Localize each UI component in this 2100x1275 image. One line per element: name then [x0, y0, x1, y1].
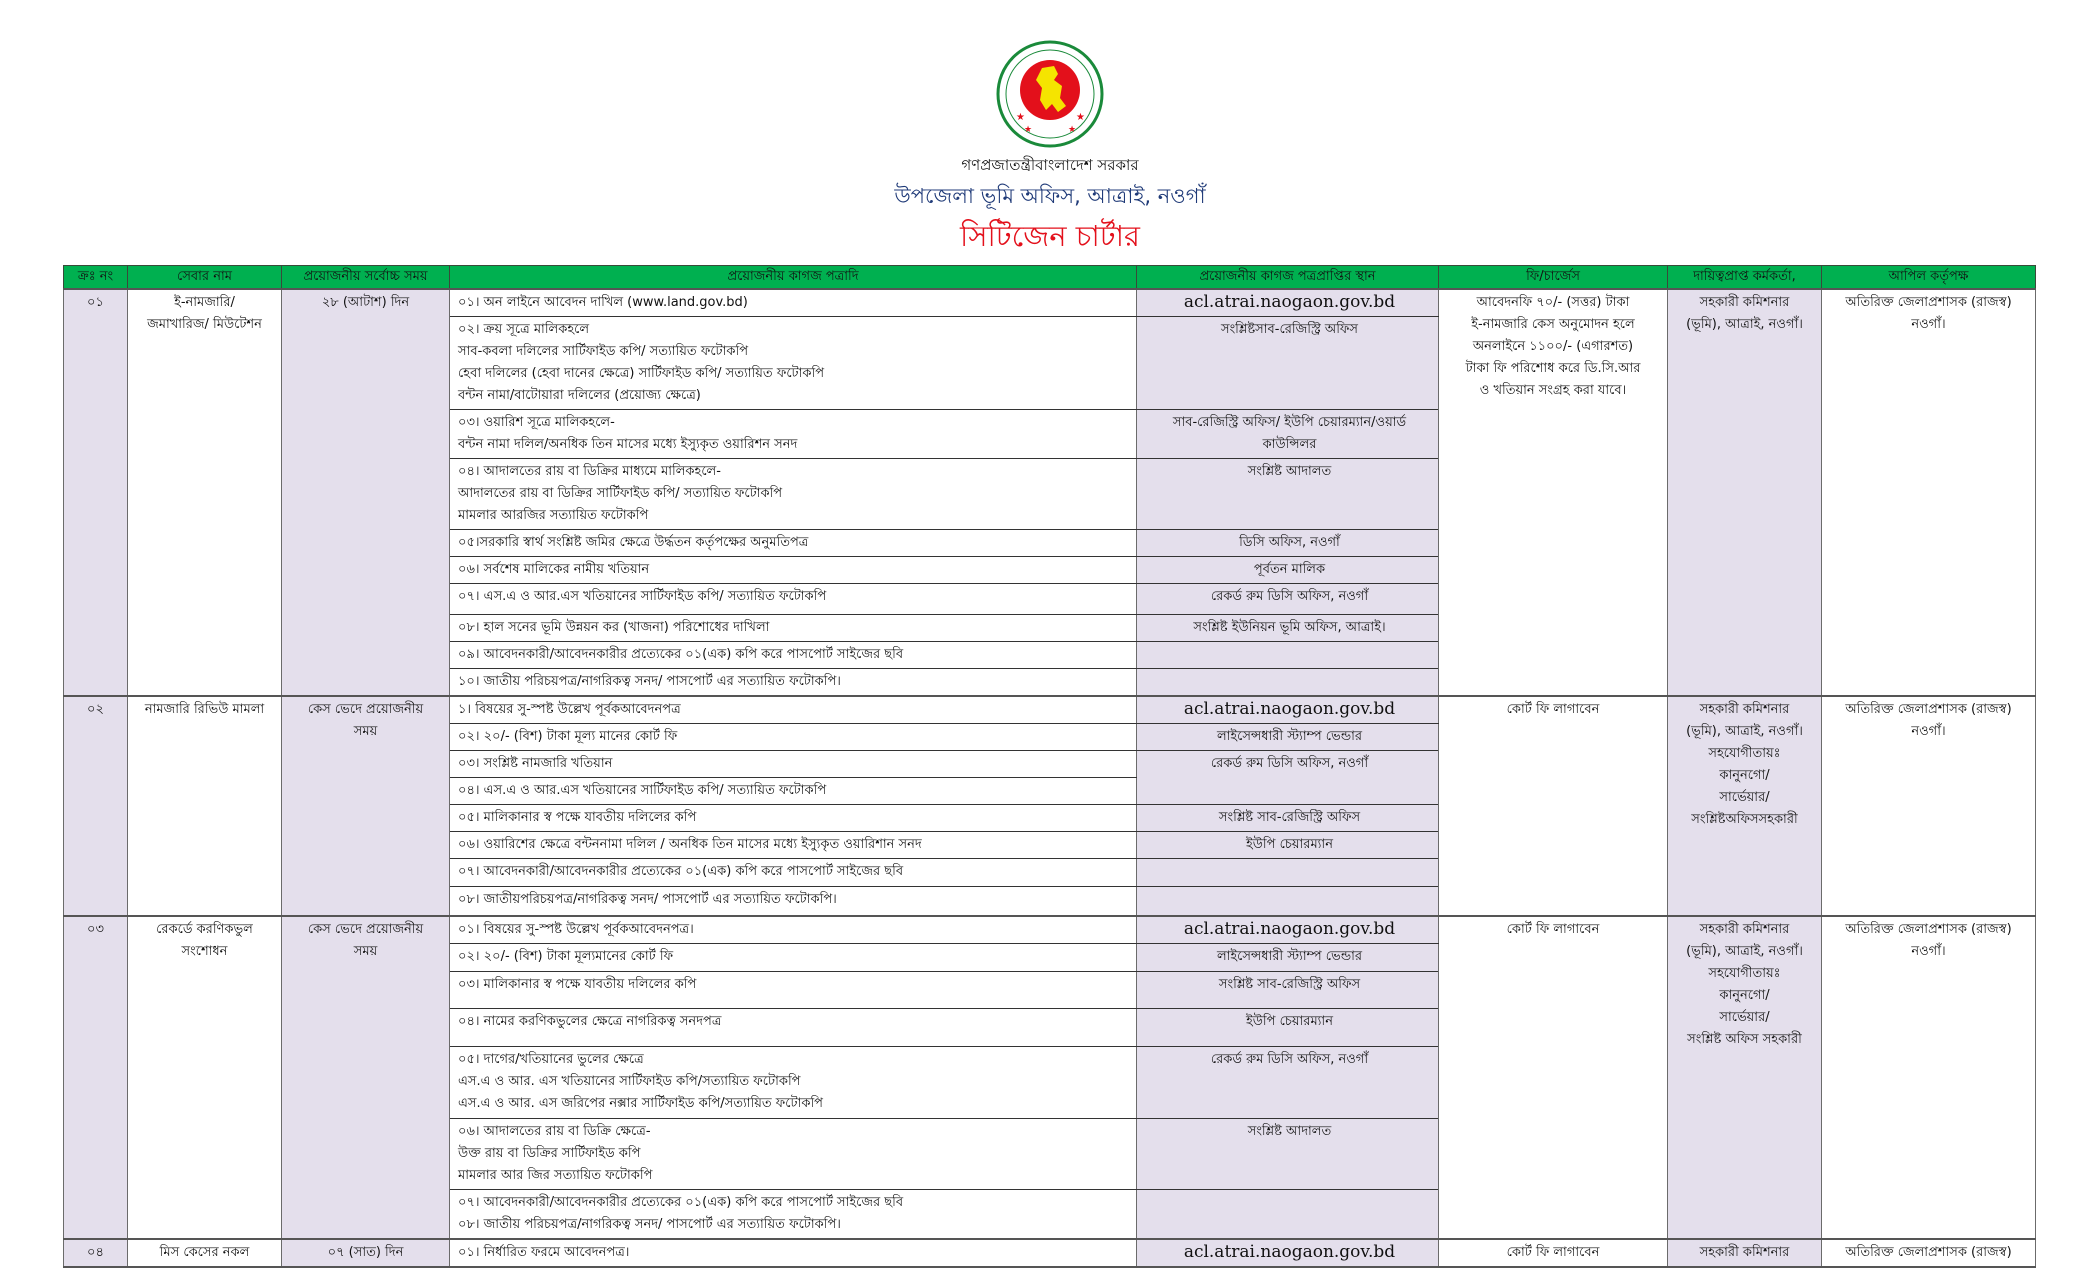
- required-document: ০৩। মালিকানার স্ব পক্ষে যাবতীয় দলিলের কপি: [450, 971, 1137, 1008]
- svg-text:★: ★: [1024, 125, 1033, 135]
- required-document: ০৪। এস.এ ও আর.এস খতিয়ানের সার্টিফাইড কপি/ সত্যায়িত ফটোকপি: [450, 778, 1137, 805]
- document-source-place: acl.atrai.naogaon.gov.bd: [1137, 1239, 1439, 1267]
- required-document: ০৮। জাতীয়পরিচয়পত্র/নাগরিকত্ব সনদ/ পাসপোর্ট এর সত্যায়িত ফটোকপি।: [450, 887, 1137, 916]
- document-source-place: [1137, 642, 1439, 669]
- required-document: ০৮। হাল সনের ভূমি উন্নয়ন কর (খাজনা) পরিশোধের দাখিলা: [450, 615, 1137, 642]
- document-source-place: লাইসেন্সধারী স্ট্যাম্প ভেন্ডার: [1137, 943, 1439, 971]
- service-fee: কোর্ট ফি লাগাবেন: [1439, 696, 1668, 916]
- service-serial-number: ০৪: [64, 1239, 128, 1267]
- required-document: ০৫। দাগের/খতিয়ানের ভুলের ক্ষেত্রে এস.এ ও আর. এস খতিয়ানের সার্টিফাইড কপি/সত্যায়িত ফটোকপি এস.এ ও আর. এস জরিপের নক্সার সার্টিফাইড কপি/সত্যায়িত ফটোকপি: [450, 1046, 1137, 1118]
- service-name: মিস কেসের নকল: [128, 1239, 282, 1267]
- document-source-place: [1137, 669, 1439, 697]
- document-source-place: [1137, 1189, 1439, 1239]
- responsible-officer: সহকারী কমিশনার (ভূমি), আত্রাই, নওগাঁ। সহযোগীতায়ঃ কানুনগো/ সার্ভেয়ার/ সংশ্লিষ্টঅফিসসহকারী: [1668, 696, 1822, 916]
- column-header-document-source: প্রয়োজনীয় কাগজ পত্রপ্রাপ্তির স্থান: [1137, 266, 1439, 290]
- citizen-charter-table: [63, 265, 2036, 1268]
- document-source-place: পূর্বতন মালিক: [1137, 557, 1439, 584]
- table-header-row: [64, 266, 2036, 290]
- government-seal-logo: [996, 40, 1104, 148]
- government-name: গণপ্রজাতন্ত্রীবাংলাদেশ সরকার: [961, 156, 1139, 174]
- service-fee: কোর্ট ফি লাগাবেন: [1439, 1239, 1668, 1267]
- required-document: ০২। ক্রয় সূত্রে মালিকহলে সাব-কবলা দলিলের সার্টিফাইড কপি/ সত্যায়িত ফটোকপি হেবা দলিলের (হেবা দানের ক্ষেত্রে) সার্টিফাইড কপি/ সত্যায়িত ফটোকপি বন্টন নামা/বাটোয়ারা দলিলের (প্রয়োজ্য ক্ষেত্রে): [450, 317, 1137, 410]
- service-serial-number: ০১: [64, 289, 128, 696]
- column-header-serial: ক্রঃ নং: [64, 266, 128, 290]
- column-header-fees: ফি/চার্জেস: [1439, 266, 1668, 290]
- document-source-place: acl.atrai.naogaon.gov.bd: [1137, 289, 1439, 317]
- column-header-service-name: সেবার নাম: [128, 266, 282, 290]
- required-document: ০৬। সর্বশেষ মালিকের নামীয় খতিয়ান: [450, 557, 1137, 584]
- required-document: ০৯। আবেদনকারী/আবেদনকারীর প্রত্যেকের ০১(এক) কপি করে পাসপোর্ট সাইজের ছবি: [450, 642, 1137, 669]
- service-fee: আবেদনফি ৭০/- (সত্তর) টাকা ই-নামজারি কেস অনুমোদন হলে অনলাইনে ১১০০/- (এগারশত) টাকা ফি পরিশোধ করে ডি.সি.আর ও খতিয়ান সংগ্রহ করা যাবে।: [1439, 289, 1668, 696]
- table-row: [64, 289, 2036, 317]
- required-document: ০৫। মালিকানার স্ব পক্ষে যাবতীয় দলিলের কপি: [450, 805, 1137, 832]
- appeal-authority: অতিরিক্ত জেলাপ্রশাসক (রাজস্ব) নওগাঁ।: [1822, 696, 2036, 916]
- required-document: ১০। জাতীয় পরিচয়পত্র/নাগরিকত্ব সনদ/ পাসপোর্ট এর সত্যায়িত ফটোকপি।: [450, 669, 1137, 697]
- required-document: ০৭। এস.এ ও আর.এস খতিয়ানের সার্টিফাইড কপি/ সত্যায়িত ফটোকপি: [450, 584, 1137, 615]
- table-row: [64, 696, 2036, 724]
- required-document: ০৫।সরকারি স্বার্থ সংশ্লিষ্ট জমির ক্ষেত্রে উর্দ্ধতন কর্তৃপক্ষের অনুমতিপত্র: [450, 530, 1137, 557]
- responsible-officer: সহকারী কমিশনার (ভূমি), আত্রাই, নওগাঁ। সহযোগীতায়ঃ কানুনগো/ সার্ভেয়ার/ সংশ্লিষ্ট অফিস সহকারী: [1668, 916, 1822, 1239]
- document-source-place: ডিসি অফিস, নওগাঁ: [1137, 530, 1439, 557]
- required-document: ০১। অন লাইনে আবেদন দাখিল (www.land.gov.bd): [450, 289, 1137, 317]
- document-source-place: সংশ্লিষ্ট আদালত: [1137, 1118, 1439, 1189]
- office-name: উপজেলা ভূমি অফিস, আত্রাই, নওগাঁ: [894, 184, 1206, 208]
- required-document: ০৭। আবেদনকারী/আবেদনকারীর প্রত্যেকের ০১(এক) কপি করে পাসপোর্ট সাইজের ছবি ০৮। জাতীয় পরিচয়পত্র/নাগরিকত্ব সনদ/ পাসপোর্ট এর সত্যায়িত ফটোকপি।: [450, 1189, 1137, 1239]
- svg-text:★: ★: [1076, 112, 1085, 123]
- required-document: ০৩। ওয়ারিশ সূত্রে মালিকহলে- বন্টন নামা দলিল/অনধিক তিন মাসের মধ্যে ইস্যুকৃত ওয়ারিশন সনদ: [450, 410, 1137, 459]
- service-name: ই-নামজারি/ জমাখারিজ/ মিউটেশন: [128, 289, 282, 696]
- service-max-time: কেস ভেদে প্রয়োজনীয় সময়: [282, 696, 450, 916]
- service-fee: কোর্ট ফি লাগাবেন: [1439, 916, 1668, 1239]
- appeal-authority: অতিরিক্ত জেলাপ্রশাসক (রাজস্ব) নওগাঁ।: [1822, 289, 2036, 696]
- required-document: ০৪। আদালতের রায় বা ডিক্রির মাধ্যমে মালিকহলে- আদালতের রায় বা ডিক্রির সার্টিফাইড কপি/ সত্যায়িত ফটোকপি মামলার আরজির সত্যায়িত ফটোকপি: [450, 459, 1137, 530]
- column-header-responsible-officer: দায়িত্বপ্রাপ্ত কর্মকর্তা,: [1668, 266, 1822, 290]
- appeal-authority: অতিরিক্ত জেলাপ্রশাসক (রাজস্ব): [1822, 1239, 2036, 1267]
- document-source-place: [1137, 887, 1439, 916]
- document-source-place: acl.atrai.naogaon.gov.bd: [1137, 696, 1439, 724]
- service-name: রেকর্ডে করণিকভুল সংশোধন: [128, 916, 282, 1239]
- service-serial-number: ০৩: [64, 916, 128, 1239]
- required-document: ০৬। আদালতের রায় বা ডিক্রি ক্ষেত্রে- উক্ত রায় বা ডিক্রির সার্টিফাইড কপি মামলার আর জির সত্যায়িত ফটোকপি: [450, 1118, 1137, 1189]
- document-source-place: ইউপি চেয়ারম্যান: [1137, 832, 1439, 859]
- required-document: ০১। বিষয়ের সু-স্পষ্ট উল্লেখ পূর্বকআবেদনপত্র।: [450, 916, 1137, 944]
- document-source-place: রেকর্ড রুম ডিসি অফিস, নওগাঁ: [1137, 584, 1439, 615]
- column-header-documents: প্রয়োজনীয় কাগজ পত্রাদি: [450, 266, 1137, 290]
- required-document: ০৪। নামের করণিকভুলের ক্ষেত্রে নাগরিকত্ব সনদপত্র: [450, 1008, 1137, 1046]
- required-document: ০৩। সংশ্লিষ্ট নামজারি খতিয়ান: [450, 751, 1137, 778]
- page-title: সিটিজেন চার্টার: [960, 219, 1140, 253]
- column-header-max-time: প্রয়োজনীয় সর্বোচ্চ সময়: [282, 266, 450, 290]
- table-row: [64, 1239, 2036, 1267]
- document-source-place: রেকর্ড রুম ডিসি অফিস, নওগাঁ: [1137, 1046, 1439, 1118]
- required-document: ০১। নির্ধারিত ফরমে আবেদনপত্র।: [450, 1239, 1137, 1267]
- document-source-place: [1137, 859, 1439, 887]
- responsible-officer: সহকারী কমিশনার: [1668, 1239, 1822, 1267]
- svg-text:★: ★: [1068, 125, 1077, 135]
- document-source-place: সাব-রেজিস্ট্রি অফিস/ ইউপি চেয়ারম্যান/ওয়ার্ড কাউন্সিলর: [1137, 410, 1439, 459]
- column-header-appeal-authority: আপিল কর্তৃপক্ষ: [1822, 266, 2036, 290]
- document-source-place: রেকর্ড রুম ডিসি অফিস, নওগাঁ: [1137, 751, 1439, 805]
- service-serial-number: ০২: [64, 696, 128, 916]
- required-document: ০২। ২০/- (বিশ) টাকা মূল্যমানের কোর্ট ফি: [450, 943, 1137, 971]
- service-max-time: কেস ভেদে প্রয়োজনীয় সময়: [282, 916, 450, 1239]
- document-source-place: সংশ্লিষ্ট ইউনিয়ন ভূমি অফিস, আত্রাই।: [1137, 615, 1439, 642]
- required-document: ১। বিষয়ের সু-স্পষ্ট উল্লেখ পূর্বকআবেদনপত্র: [450, 696, 1137, 724]
- document-source-place: সংশ্লিষ্ট সাব-রেজিস্ট্রি অফিস: [1137, 971, 1439, 1008]
- document-source-place: সংশ্লিষ্ট আদালত: [1137, 459, 1439, 530]
- document-source-place: লাইসেন্সধারী স্ট্যাম্প ভেন্ডার: [1137, 724, 1439, 751]
- service-max-time: ০৭ (সাত) দিন: [282, 1239, 450, 1267]
- service-name: নামজারি রিভিউ মামলা: [128, 696, 282, 916]
- document-source-place: সংশ্লিষ্টসাব-রেজিস্ট্রি অফিস: [1137, 317, 1439, 410]
- required-document: ০৬। ওয়ারিশের ক্ষেত্রে বন্টননামা দলিল / অনধিক তিন মাসের মধ্যে ইস্যুকৃত ওয়ারিশান সনদ: [450, 832, 1137, 859]
- document-source-place: acl.atrai.naogaon.gov.bd: [1137, 916, 1439, 944]
- document-source-place: সংশ্লিষ্ট সাব-রেজিস্ট্রি অফিস: [1137, 805, 1439, 832]
- appeal-authority: অতিরিক্ত জেলাপ্রশাসক (রাজস্ব) নওগাঁ।: [1822, 916, 2036, 1239]
- document-source-place: ইউপি চেয়ারম্যান: [1137, 1008, 1439, 1046]
- table-row: [64, 916, 2036, 944]
- service-max-time: ২৮ (আটাশ) দিন: [282, 289, 450, 696]
- required-document: ০২। ২০/- (বিশ) টাকা মূল্য মানের কোর্ট ফি: [450, 724, 1137, 751]
- required-document: ০৭। আবেদনকারী/আবেদনকারীর প্রত্যেকের ০১(এক) কপি করে পাসপোর্ট সাইজের ছবি: [450, 859, 1137, 887]
- responsible-officer: সহকারী কমিশনার (ভূমি), আত্রাই, নওগাঁ।: [1668, 289, 1822, 696]
- svg-text:★: ★: [1016, 112, 1025, 123]
